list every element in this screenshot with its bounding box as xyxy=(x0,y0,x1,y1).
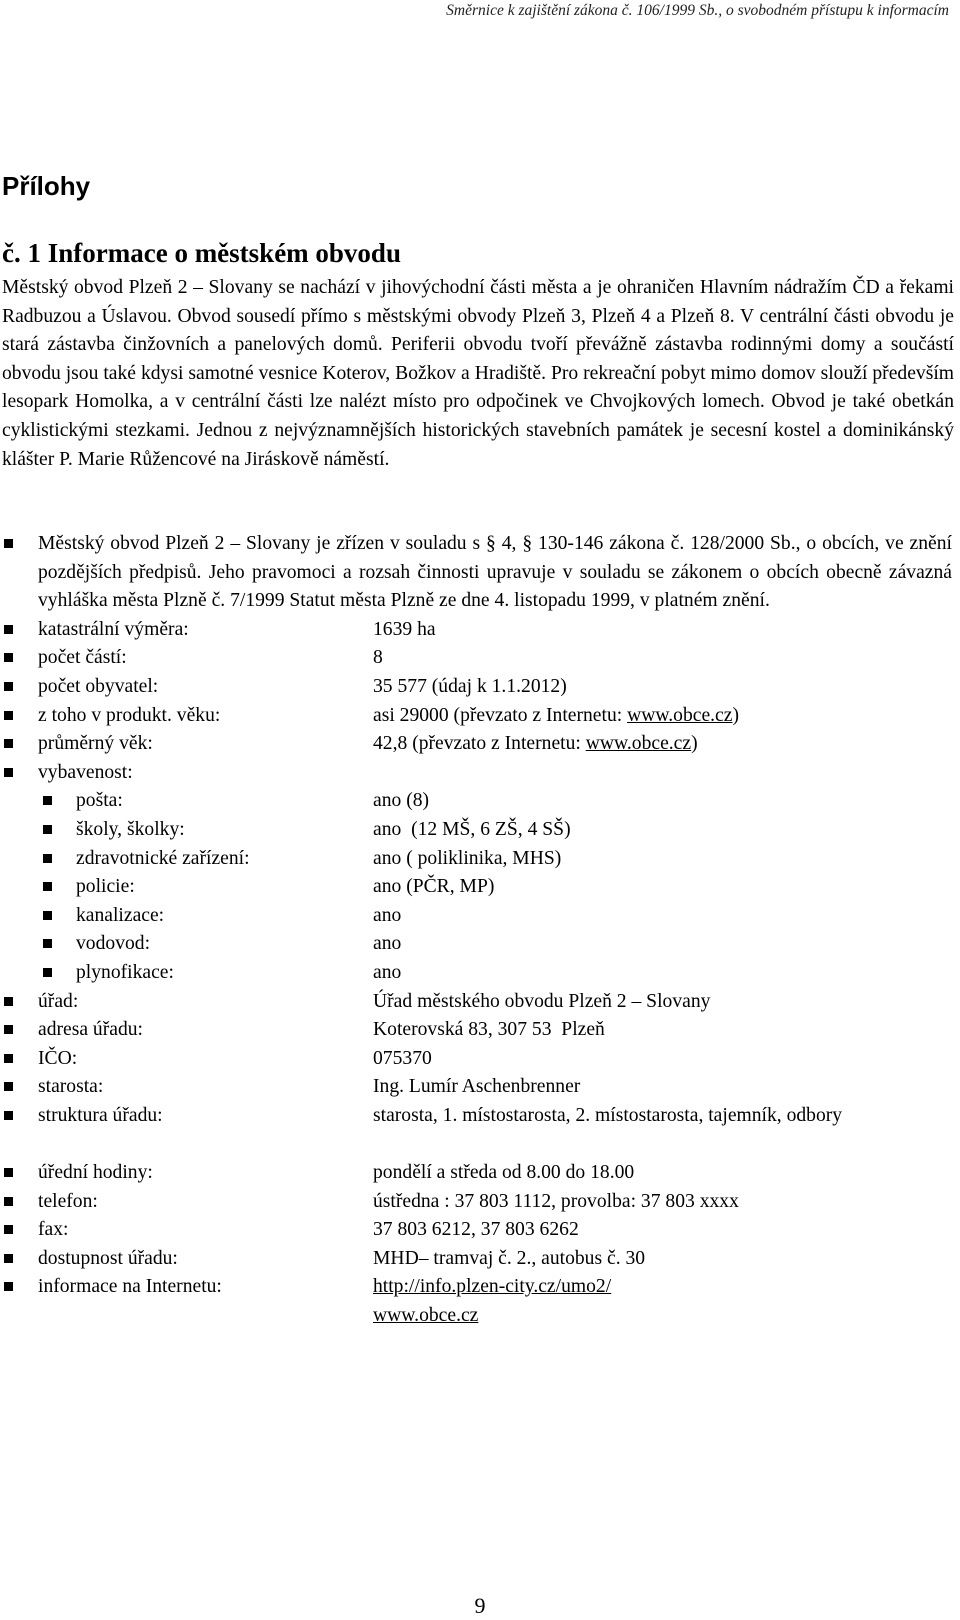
fact-row-area xyxy=(0,616,960,645)
bullet-square-icon xyxy=(43,939,52,948)
fact-value: 35 577 (údaj k 1.1.2012) xyxy=(373,675,567,697)
fact-row-avg-age xyxy=(0,730,960,759)
office-value xyxy=(373,1273,611,1330)
bullet-square-icon xyxy=(4,711,13,720)
fact-value-text: asi 29000 (převzato z Internetu: xyxy=(373,704,628,726)
amenity-value: ano (12 MŠ, 6 ZŠ, 4 SŠ) xyxy=(373,818,571,840)
fact-label: počet obyvatel: xyxy=(38,675,159,697)
bullet-square-icon xyxy=(43,854,52,863)
office-label: fax: xyxy=(38,1219,69,1241)
amenity-value: ano (PČR, MP) xyxy=(373,876,495,898)
obce-link[interactable]: www.obce.cz xyxy=(585,733,692,755)
amenity-value: ano xyxy=(373,933,402,955)
office-row-address xyxy=(0,1016,960,1045)
office-value: MHD– tramvaj č. 2., autobus č. 30 xyxy=(373,1247,646,1269)
bullet-square-icon xyxy=(4,653,13,662)
amenity-label: školy, školky: xyxy=(76,818,185,840)
bullet-square-icon xyxy=(43,911,52,920)
section-title: Přílohy xyxy=(2,171,91,201)
office-value: Úřad městského obvodu Plzeň 2 – Slovany xyxy=(373,990,711,1012)
bullet-square-icon xyxy=(4,997,13,1006)
office-label: struktura úřadu: xyxy=(38,1104,163,1126)
info-list xyxy=(0,530,960,1331)
office-value: pondělí a středa od 8.00 do 18.00 xyxy=(373,1162,635,1184)
fact-value xyxy=(373,730,698,759)
office-label: úřad: xyxy=(38,990,79,1012)
bullet-square-icon xyxy=(4,1197,13,1206)
fact-label: vybavenost: xyxy=(38,761,133,783)
amenity-value: ano xyxy=(373,904,402,926)
amenity-label: zdravotnické zařízení: xyxy=(76,847,250,869)
office-row-ico xyxy=(0,1045,960,1074)
bullet-square-icon xyxy=(4,682,13,691)
fact-row-population xyxy=(0,673,960,702)
fact-value: 8 xyxy=(373,647,383,669)
bullet-square-icon xyxy=(4,1225,13,1234)
fact-value-suffix: ) xyxy=(691,733,698,755)
amenity-label: vodovod: xyxy=(76,933,151,955)
obce-link[interactable]: www.obce.cz xyxy=(373,1305,479,1327)
office-row-office xyxy=(0,988,960,1017)
amenity-label: kanalizace: xyxy=(76,904,165,926)
amenity-label: pošta: xyxy=(76,790,123,812)
office-row-fax xyxy=(0,1216,960,1245)
fact-value-suffix: ) xyxy=(732,704,739,726)
legal-basis-item xyxy=(0,530,952,616)
office-value: ústředna : 37 803 1112, provolba: 37 803 xxxx xyxy=(373,1190,739,1212)
office-row-internet xyxy=(0,1273,960,1330)
office-value: Ing. Lumír Aschenbrenner xyxy=(373,1076,581,1098)
intro-paragraph: Městský obvod Plzeň 2 – Slovany se nachází v jihovýchodní části města a je ohraničen Hlavním nádražím ČD a řekami Radbuzou a Úslavou. Obvod sousedí přímo s městskými obvody Plzeň 3, Plzeň 4 a Plzeň 8. V centrální části obvodu je stará zástavba činžovních a panelových domů. Periferii obvodu tvoří převážně zástavba rodinnými domy a součástí obvodu jsou také kdysi samotné vesnice Koterov, Božkov a Hradiště. Pro rekreační pobyt mimo domov slouží především lesopark Homolka, a v centrální části lze nalézt místo pro odpočinek ve Chvojkových lomech. Obvod je také obetkán cyklistickými stezkami. Jednou z nejvýznamnějších historických stavebních památek je secesní kostel a dominikánský klášter P. Marie Růžencové na Jiráskově náměstí. xyxy=(2,277,954,470)
bullet-square-icon xyxy=(4,739,13,748)
amenity-row xyxy=(0,930,960,959)
amenity-value: ano ( poliklinika, MHS) xyxy=(373,847,562,869)
bullet-square-icon xyxy=(4,1025,13,1034)
bullet-square-icon xyxy=(43,796,52,805)
office-value: 37 803 6212, 37 803 6262 xyxy=(373,1219,579,1241)
bullet-square-icon xyxy=(4,1282,13,1291)
fact-value: 1639 ha xyxy=(373,618,436,640)
fact-value-text: 42,8 (převzato z Internetu: xyxy=(373,733,586,755)
amenity-row xyxy=(0,873,960,902)
amenity-row xyxy=(0,816,960,845)
subsection-title: č. 1 Informace o městském obvodu xyxy=(2,238,401,268)
fact-row-amenities xyxy=(0,759,960,788)
office-label: telefon: xyxy=(38,1190,98,1212)
bullet-square-icon xyxy=(4,625,13,634)
amenity-row xyxy=(0,845,960,874)
obce-link[interactable]: www.obce.cz xyxy=(627,704,733,726)
bullet-square-icon xyxy=(43,882,52,891)
bullet-square-icon xyxy=(4,1082,13,1091)
office-row-mayor xyxy=(0,1073,960,1102)
amenity-label: policie: xyxy=(76,876,135,898)
amenity-label: plynofikace: xyxy=(76,961,174,983)
office-row-hours xyxy=(0,1159,960,1188)
office-row-transport xyxy=(0,1245,960,1274)
amenity-row xyxy=(0,787,960,816)
bullet-square-icon xyxy=(4,1254,13,1263)
office-label: informace na Internetu: xyxy=(38,1276,222,1298)
bullet-square-icon xyxy=(43,968,52,977)
page-number: 9 xyxy=(474,1593,486,1618)
bullet-square-icon xyxy=(4,1168,13,1177)
bullet-square-icon xyxy=(4,539,13,548)
fact-label: katastrální výměra: xyxy=(38,618,189,640)
office-label: IČO: xyxy=(38,1047,78,1069)
office-label: starosta: xyxy=(38,1076,104,1098)
office-row-phone xyxy=(0,1188,960,1217)
bullet-square-icon xyxy=(4,768,13,777)
bullet-square-icon xyxy=(43,825,52,834)
office-value: Koterovská 83, 307 53 Plzeň xyxy=(373,1019,605,1041)
fact-label: počet částí: xyxy=(38,647,127,669)
office-label: dostupnost úřadu: xyxy=(38,1247,178,1269)
office-label: úřední hodiny: xyxy=(38,1162,153,1184)
office-value: 075370 xyxy=(373,1047,432,1069)
fact-label: z toho v produkt. věku: xyxy=(38,704,221,726)
office-label: adresa úřadu: xyxy=(38,1019,143,1041)
amenity-value: ano (8) xyxy=(373,790,430,812)
plzen-city-link[interactable]: http://info.plzen-city.cz/umo2/ xyxy=(373,1276,612,1298)
amenity-row xyxy=(0,959,960,988)
fact-row-working-age xyxy=(0,702,960,731)
running-header: Směrnice k zajištění zákona č. 106/1999 Sb., o svobodném přístupu k informacím xyxy=(446,2,949,19)
office-row-structure xyxy=(0,1102,960,1159)
fact-value xyxy=(373,702,739,731)
office-value: starosta, 1. místostarosta, 2. místostarosta, tajemník, odbory xyxy=(373,1104,843,1126)
bullet-square-icon xyxy=(4,1111,13,1120)
fact-row-parts xyxy=(0,644,960,673)
fact-label: průměrný věk: xyxy=(38,733,153,755)
amenity-row xyxy=(0,902,960,931)
bullet-square-icon xyxy=(4,1054,13,1063)
amenity-value: ano xyxy=(373,961,402,983)
legal-basis-text: Městský obvod Plzeň 2 – Slovany je zřízen v souladu s § 4, § 130-146 zákona č. 128/2000 Sb., o obcích, ve znění pozdějších předpisů. Jeho pravomoci a rozsah činnosti upravuje v souladu se zákonem o obcích obecně závazná vyhláška města Plzně č. 7/1999 Statut města Plzně ze dne 4. listopadu 1999, v platném znění. xyxy=(38,533,952,612)
